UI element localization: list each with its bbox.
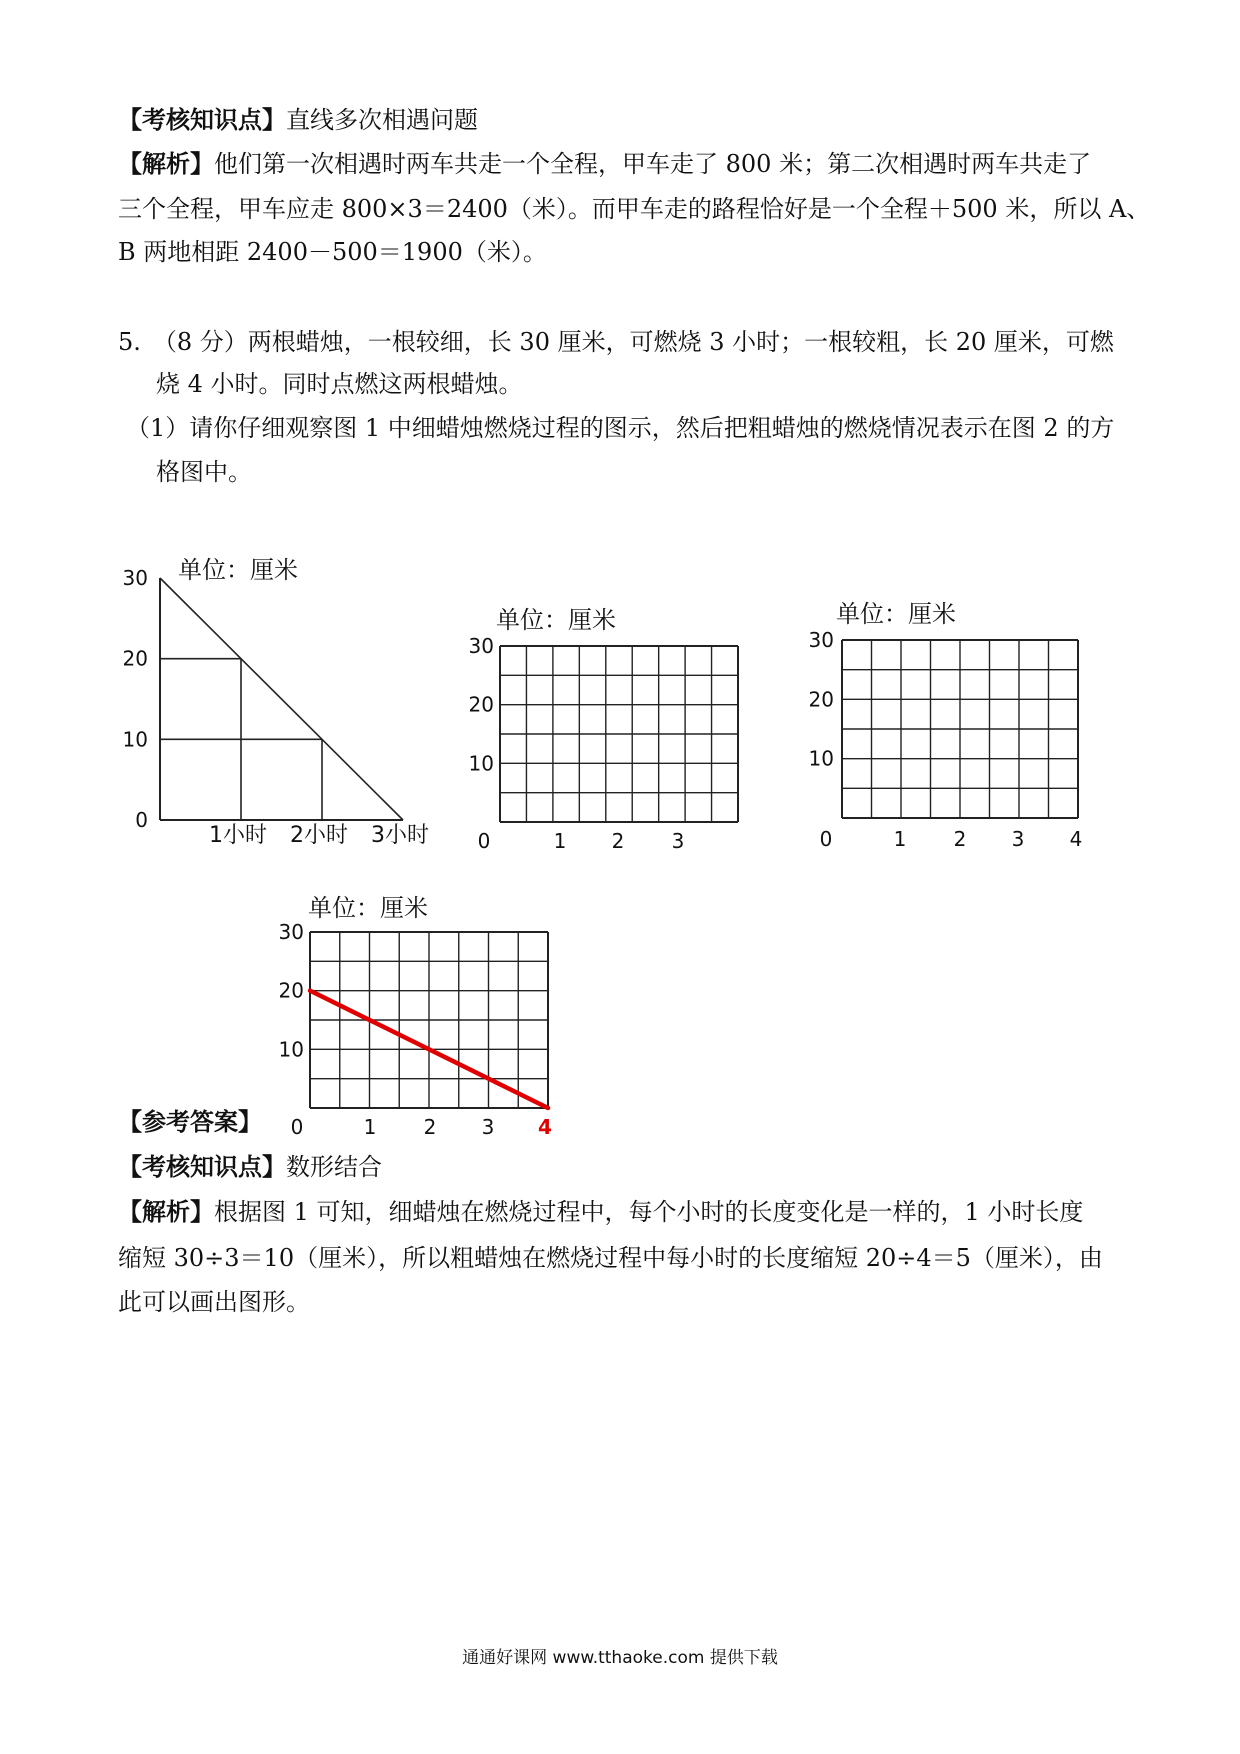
fig3-x-tick: 4 — [1069, 827, 1083, 851]
footer-text: 通通好课网 www.tthaoke.com 提供下载 — [462, 1648, 778, 1668]
fig1-x-tick: 3小时 — [371, 823, 429, 848]
fig2-unit-label: 单位：厘米 — [496, 606, 616, 634]
answer-analysis-line-3: 此可以画出图形。 — [118, 1288, 310, 1316]
fig4-unit-label: 单位：厘米 — [308, 894, 428, 922]
knowledge-label: 【考核知识点】 — [118, 105, 286, 134]
fig2-x-tick: 2 — [611, 829, 625, 853]
prev-analysis-line-3: B 两地相距 2400－500＝1900（米）。 — [118, 238, 547, 266]
question-line-2: 烧 4 小时。同时点燃这两根蜡烛。 — [156, 370, 523, 398]
fig1-x-tick: 2小时 — [290, 823, 348, 848]
fig3-y-tick: 10 — [808, 746, 834, 771]
prev-analysis-line-2: 三个全程，甲车应走 800×3＝2400（米）。而甲车走的路程恰好是一个全程＋500 米，所以 A、 — [118, 195, 1151, 223]
analysis-text-1: 他们第一次相遇时两车共走一个全程，甲车走了 800 米；第二次相遇时两车共走了 — [214, 150, 1092, 178]
answer-knowledge-line — [118, 1152, 382, 1181]
fig2-y-tick: 30 — [468, 634, 494, 658]
fig4-y-tick: 20 — [278, 978, 304, 1003]
question-line-1: 5. （8 分）两根蜡烛，一根较细，长 30 厘米，可燃烧 3 小时；一根较粗，长 20 厘米，可燃 — [118, 328, 1114, 356]
fig3-unit-label: 单位：厘米 — [836, 600, 956, 628]
fig4-x-tick: 2 — [423, 1115, 437, 1139]
fig4-x-tick: 3 — [481, 1115, 495, 1139]
fig1-unit-label: 单位：厘米 — [178, 556, 298, 584]
fig2-x-tick: 1 — [553, 829, 567, 853]
fig3-y-tick: 20 — [808, 687, 834, 712]
fig2-y-tick: 10 — [468, 751, 494, 776]
fig3-x-tick: 3 — [1011, 827, 1025, 851]
fig1-y-tick: 30 — [122, 566, 148, 590]
fig1-y-tick: 10 — [122, 727, 148, 752]
fig4-x-tick-highlight: 4 — [538, 1115, 552, 1139]
fig2-x-tick: 3 — [671, 829, 685, 853]
fig1-y-tick: 0 — [135, 808, 148, 832]
fig3-x-tick: 1 — [893, 827, 907, 851]
fig4-x-tick: 1 — [363, 1115, 377, 1139]
fig4-x-tick: 0 — [290, 1115, 304, 1139]
fig3-x-tick: 2 — [953, 827, 967, 851]
sub-question-line-1: （1）请你仔细观察图 1 中细蜡烛燃烧过程的图示，然后把粗蜡烛的燃烧情况表示在图 2 的方 — [126, 414, 1115, 442]
fig1-series-line — [160, 578, 403, 820]
answer-knowledge-label: 【考核知识点】 — [118, 1152, 286, 1181]
fig3-x-tick: 0 — [819, 827, 833, 851]
fig3-y-tick: 30 — [808, 628, 834, 652]
fig2-y-tick: 20 — [468, 692, 494, 717]
fig4-y-tick: 30 — [278, 920, 304, 944]
answer-analysis-text-1: 根据图 1 可知，细蜡烛在燃烧过程中，每个小时的长度变化是一样的，1 小时长度 — [214, 1198, 1084, 1226]
analysis-label: 【解析】 — [118, 149, 214, 178]
knowledge-text: 直线多次相遇问题 — [286, 106, 478, 134]
answer-knowledge-text: 数形结合 — [286, 1153, 382, 1181]
answer-analysis-line-1 — [118, 1197, 1084, 1226]
answer-analysis-line-2: 缩短 30÷3＝10（厘米），所以粗蜡烛在燃烧过程中每小时的长度缩短 20÷4＝5（厘米），由 — [118, 1244, 1103, 1272]
fig4-y-tick: 10 — [278, 1037, 304, 1062]
fig1-x-tick: 1小时 — [209, 823, 267, 848]
reference-answer-label: 【参考答案】 — [118, 1107, 262, 1136]
sub-question-line-2: 格图中。 — [156, 458, 252, 486]
fig2-x-tick: 0 — [477, 829, 491, 853]
answer-analysis-label: 【解析】 — [118, 1197, 214, 1226]
fig1-y-tick: 20 — [122, 646, 148, 671]
